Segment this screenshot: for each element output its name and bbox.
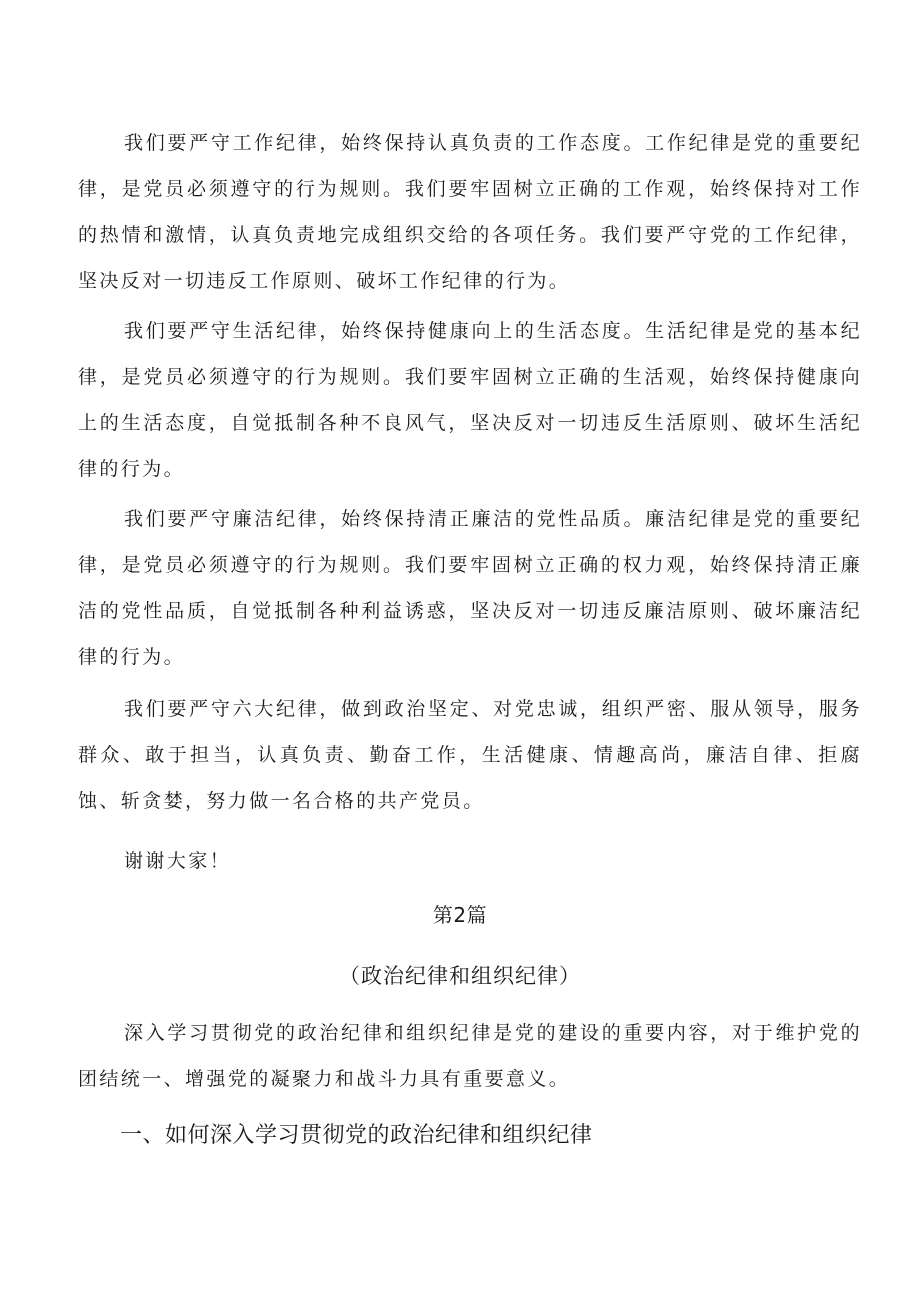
intro-paragraph: 深入学习贯彻党的政治纪律和组织纪律是党的建设的重要内容，对于维护党的团结统一、增强党的凝聚力和战斗力具有重要意义。 — [78, 1022, 862, 1090]
chapter-label: 第2篇 — [432, 903, 488, 927]
paragraph-integrity-discipline: 我们要严守廉洁纪律，始终保持清正廉洁的党性品质。廉洁纪律是党的重要纪律，是党员必须遵守的行为规则。我们要牢固树立正确的权力观，始终保持清正廉洁的党性品质，自觉抵制各种利益诱惑，坚决反对一切违反廉洁原则、破坏廉洁纪律的行为。 — [78, 508, 862, 668]
paragraph-six-disciplines: 我们要严守六大纪律，做到政治坚定、对党忠诚，组织严密、服从领导，服务群众、敢于担当，认真负责、勤奋工作，生活健康、情趣高尚，廉洁自律、拒腐蚀、斩贪婪，努力做一名合格的共产党员。 — [78, 698, 862, 812]
paragraph-life-discipline: 我们要严守生活纪律，始终保持健康向上的生活态度。生活纪律是党的基本纪律，是党员必须遵守的行为规则。我们要牢固树立正确的生活观，始终保持健康向上的生活态度，自觉抵制各种不良风气，坚决反对一切违反生活原则、破坏生活纪律的行为。 — [78, 320, 862, 480]
section-heading: 一、如何深入学习贯彻党的政治纪律和组织纪律 — [120, 1123, 593, 1148]
chapter-subtitle: （政治纪律和组织纪律） — [339, 964, 581, 988]
paragraph-work-discipline: 我们要严守工作纪律，始终保持认真负责的工作态度。工作纪律是党的重要纪律，是党员必须遵守的行为规则。我们要牢固树立正确的工作观，始终保持对工作的热情和激情，认真负责地完成组织交给的各项任务。我们要严守党的工作纪律，坚决反对一切违反工作原则、破坏工作纪律的行为。 — [78, 132, 862, 292]
closing-thanks: 谢谢大家！ — [124, 850, 232, 872]
